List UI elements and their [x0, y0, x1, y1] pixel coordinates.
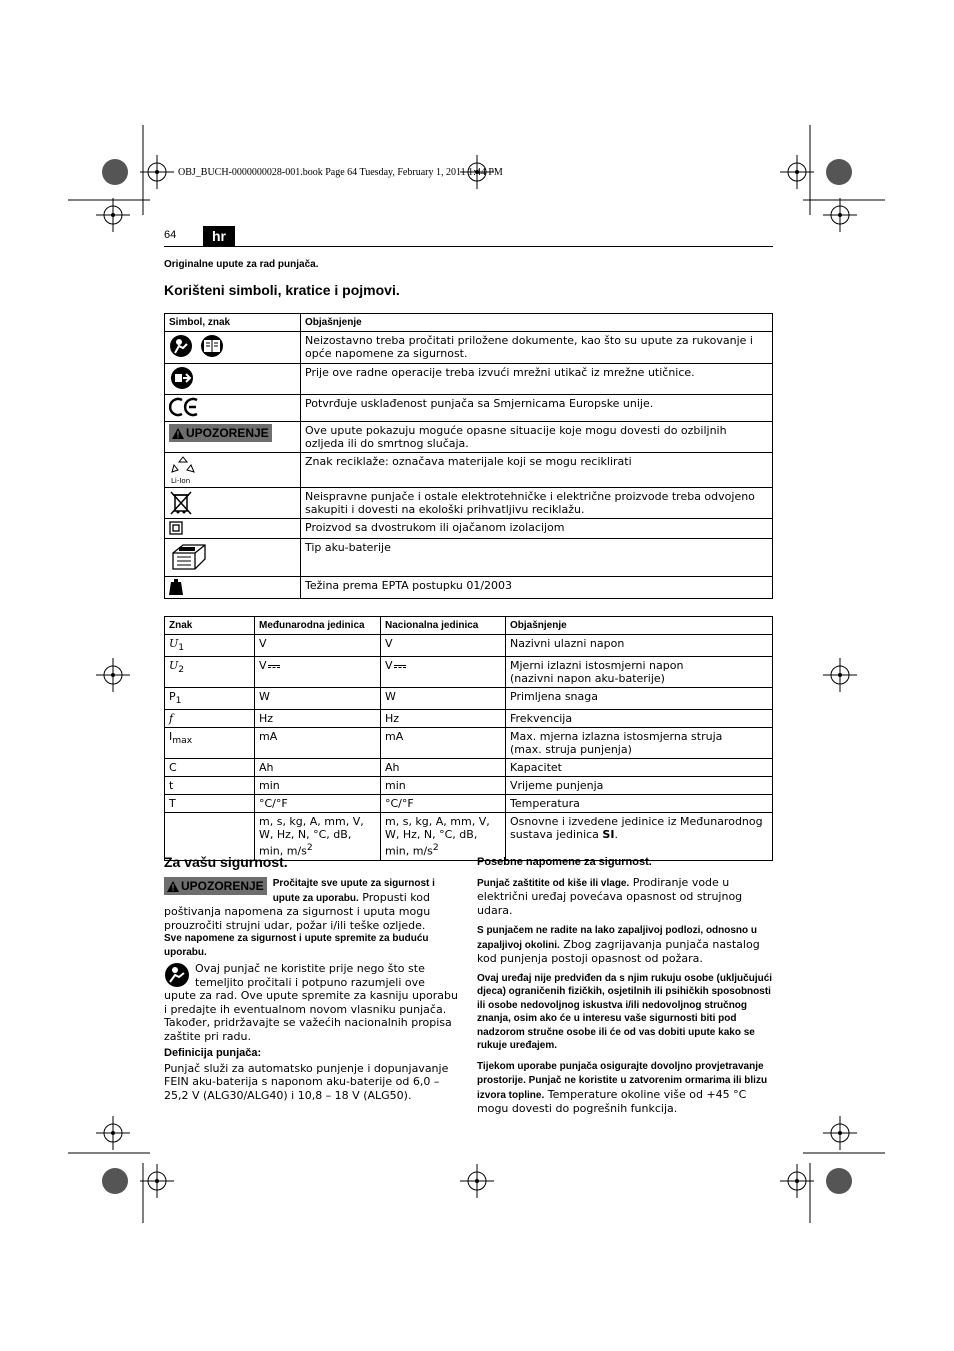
- weee-bin-icon: [169, 490, 193, 516]
- unit-superscript: 2: [432, 842, 439, 854]
- intl-unit: min: [255, 777, 381, 795]
- unit-subscript: 1: [178, 642, 185, 654]
- intl-unit: W: [255, 688, 381, 710]
- table-row: [165, 710, 773, 728]
- recycle-li-ion-icon: [169, 455, 197, 485]
- left-column: [164, 876, 459, 1102]
- intl-unit: °C/°F: [255, 795, 381, 813]
- symbol-description: Prije ove radne operacije treba izvući mrežni utikač iz mrežne utičnice.: [301, 364, 773, 395]
- table-row: [165, 795, 773, 813]
- special-notes-title: Posebne napomene za sigurnost.: [477, 856, 652, 868]
- intl-unit: V: [255, 635, 381, 657]
- national-unit: Ah: [381, 759, 506, 777]
- dc-symbol: [268, 665, 280, 668]
- unit-symbol: U: [169, 659, 179, 673]
- rain-warning-bold: Punjač zaštitite od kiše ili vlage.: [477, 877, 630, 889]
- double-insulation-icon: [169, 521, 183, 535]
- unit-explanation: Primljena snaga: [506, 688, 773, 710]
- table-row: [165, 577, 773, 599]
- manual-text: Ovaj punjač ne koristite prije nego što ste temeljito pročitali i potpuno razumjeli ove upute za rad. Ove upute spremite za kasniju uporabu i predajte ih eventualnom novom vlasniku punjača.: [164, 962, 458, 1016]
- warning-label: UPOZORENJE: [186, 426, 269, 440]
- table-row: [165, 539, 773, 577]
- read-manual-icon: [169, 334, 225, 358]
- symbol-description: Ove upute pokazuju moguće opasne situacije koje mogu dovesti do ozbiljnih ozljeda ili do smrtnog slučaja.: [301, 422, 773, 453]
- page-number: 64: [164, 229, 177, 241]
- unit-explanation: Vrijeme punjenja: [506, 777, 773, 795]
- ventilation-warning-text: Temperature okoline više od +45 °C mogu dovesti do pogrešnih funkcija.: [477, 1087, 747, 1115]
- symbol-description: Neizostavno treba pročitati priložene dokumente, kao što su upute za rukovanje i opće napomene za sigurnost.: [301, 332, 773, 364]
- unit-symbol: C: [165, 759, 255, 777]
- unit-subscript: 2: [178, 664, 185, 676]
- table-header-row: [165, 617, 773, 635]
- unit-explanation: Nazivni ulazni napon: [506, 635, 773, 657]
- unit-symbol: t: [165, 777, 255, 795]
- national-unit: mA: [381, 728, 506, 759]
- language-badge: hr: [203, 226, 235, 246]
- column-header: Međunarodna jedinica: [255, 617, 381, 635]
- column-header: Objašnjenje: [301, 314, 773, 332]
- intl-unit: Hz: [255, 710, 381, 728]
- table-row: [165, 728, 773, 759]
- symbol-description: Težina prema EPTA postupku 01/2003: [301, 577, 773, 599]
- unit-explanation: Osnovne i izvedene jedinice iz Međunarodnog sustava jedinica: [510, 815, 763, 842]
- symbol-description: Potvrđuje usklađenost punjača sa Smjernicama Europske unije.: [301, 395, 773, 422]
- definition-title: Definicija punjača:: [164, 1047, 262, 1059]
- read-instructions-text: Propusti kod poštivanja napomena za sigurnost i uputa mogu prouzročiti strujni udar, požar i/ili teške ozljede.: [164, 890, 431, 932]
- battery-pack-icon: [169, 541, 209, 573]
- print-header: OBJ_BUCH-0000000028-001.book Page 64 Tuesday, February 1, 2011 1:44 PM: [178, 167, 503, 178]
- column-header: Objašnjenje: [506, 617, 773, 635]
- national-unit: V: [381, 635, 506, 657]
- table-row: [165, 635, 773, 657]
- unit-symbol: T: [165, 795, 255, 813]
- table-row: [165, 395, 773, 422]
- warning-label: UPOZORENJE: [181, 879, 264, 893]
- table-header-row: [165, 314, 773, 332]
- flammable-warning-bold: S punjačem ne radite na lako zapaljivoj podlozi, odnosno u zapaljivoj okolini.: [477, 925, 758, 951]
- ventilation-warning-bold: Tijekom uporabe punjača osigurajte dovoljno provjetravanje prostorije. Punjač ne koristite u zatvorenim ormarima ili blizu izvora topline.: [477, 1060, 768, 1101]
- header-rule: [164, 246, 773, 247]
- unit-explanation: Kapacitet: [506, 759, 773, 777]
- flammable-warning-text: Zbog zagrijavanja punjača nastalog kod punjenja postoji opasnost od požara.: [477, 937, 760, 965]
- right-column: [477, 856, 773, 1116]
- table-row: [165, 688, 773, 710]
- national-unit: V: [385, 659, 393, 673]
- section-title-symbols: Korišteni simboli, kratice i pojmovi.: [164, 282, 400, 298]
- warning-triangle-icon: [172, 428, 184, 439]
- dc-symbol: [394, 665, 406, 668]
- national-unit: m, s, kg, A, mm, V, W, Hz, N, °C, dB, min, m/s: [385, 815, 490, 859]
- unit-explanation-end: .: [614, 828, 618, 842]
- unit-explanation: Frekvencija: [506, 710, 773, 728]
- unit-symbol: I: [169, 730, 173, 744]
- symbol-description: Proizvod sa dvostrukom ili ojačanom izolacijom: [301, 519, 773, 539]
- table-row: [165, 422, 773, 453]
- unit-subscript: max: [172, 735, 193, 747]
- persons-warning: Ovaj uređaj nije predviđen da s njim rukuju osobe (uključujući djeca) ograničenih fizičkih, osjetilnih ili psihičkih sposobnosti ili osobe nedovoljnog iskustva i/ili nedovoljnog stručnog znanja, osim ako će u interesu vaše sigurnosti biti pod nadzorom stručne osobe ili će od vas dobiti upute kako se rukuje uređajem.: [477, 972, 773, 1051]
- symbol-description: Neispravne punjače i ostale elektrotehničke i električne proizvode treba odvojeno sakupiti i dovesti na ekološki prihvatljivu reciklažu.: [301, 488, 773, 519]
- section-title-safety: Za vašu sigurnost.: [164, 854, 288, 870]
- warning-badge: [164, 877, 267, 895]
- definition-text: Punjač služi za automatsko punjenje i dopunjavanje FEIN aku-baterija s naponom aku-baterije od 6,0 – 25,2 V (ALG30/ALG40) i 10,8 – 18 V (ALG50).: [164, 1061, 449, 1102]
- warning-triangle-icon: [167, 881, 179, 892]
- unit-subscript: 1: [175, 695, 182, 707]
- si-label: SI: [602, 828, 615, 842]
- table-row: [165, 519, 773, 539]
- li-ion-label: Li-Ion: [171, 477, 191, 485]
- national-regulations: Također, pridržavajte se važećih nacionalnih propisa zaštite pri radu.: [164, 1016, 452, 1043]
- keep-instructions: Sve napomene za sigurnost i upute spremite za buduću uporabu.: [164, 933, 429, 958]
- intl-unit: mA: [255, 728, 381, 759]
- unit-explanation: Mjerni izlazni istosmjerni napon: [510, 659, 684, 673]
- table-row: [165, 488, 773, 519]
- unit-explanation: Max. mjerna izlazna istosmjerna struja: [510, 730, 723, 744]
- intl-unit: V: [259, 659, 267, 673]
- column-header: Nacionalna jedinica: [381, 617, 506, 635]
- unit-superscript: 2: [306, 842, 313, 854]
- national-unit: Hz: [381, 710, 506, 728]
- units-table: [164, 616, 773, 861]
- weight-icon: [169, 579, 183, 595]
- table-row: [165, 759, 773, 777]
- ce-mark-icon: [169, 397, 199, 417]
- symbols-table: [164, 313, 773, 599]
- column-header: Znak: [165, 617, 255, 635]
- table-row: [165, 777, 773, 795]
- symbol-description: Znak reciklaže: označava materijale koji se mogu reciklirati: [301, 453, 773, 488]
- read-manual-icon: [164, 962, 190, 988]
- table-row: [165, 364, 773, 395]
- national-unit: °C/°F: [381, 795, 506, 813]
- unit-explanation-note: (nazivni napon aku-baterije): [510, 672, 665, 686]
- rain-warning-text: Prodiranje vode u električni uređaj povećava opasnost od strujnog udara.: [477, 875, 743, 917]
- intl-unit: m, s, kg, A, mm, V, W, Hz, N, °C, dB, min, m/s: [259, 815, 364, 859]
- unit-explanation-note: (max. struja punjenja): [510, 743, 632, 757]
- column-header: Simbol, znak: [165, 314, 301, 332]
- warning-badge: [169, 424, 272, 442]
- unit-explanation: Temperatura: [506, 795, 773, 813]
- table-row: [165, 453, 773, 488]
- document-subtitle: Originalne upute za rad punjača.: [164, 259, 319, 270]
- unit-symbol: f: [169, 712, 174, 726]
- read-instructions-bold: Pročitajte sve upute za sigurnost i upute za uporabu.: [272, 878, 435, 904]
- table-row: [165, 657, 773, 688]
- unit-symbol: P: [169, 690, 176, 704]
- national-unit: min: [381, 777, 506, 795]
- national-unit: W: [381, 688, 506, 710]
- unplug-icon: [169, 366, 195, 390]
- unit-symbol: U: [169, 637, 179, 650]
- table-row: [165, 332, 773, 364]
- intl-unit: Ah: [255, 759, 381, 777]
- symbol-description: Tip aku-baterije: [301, 539, 773, 577]
